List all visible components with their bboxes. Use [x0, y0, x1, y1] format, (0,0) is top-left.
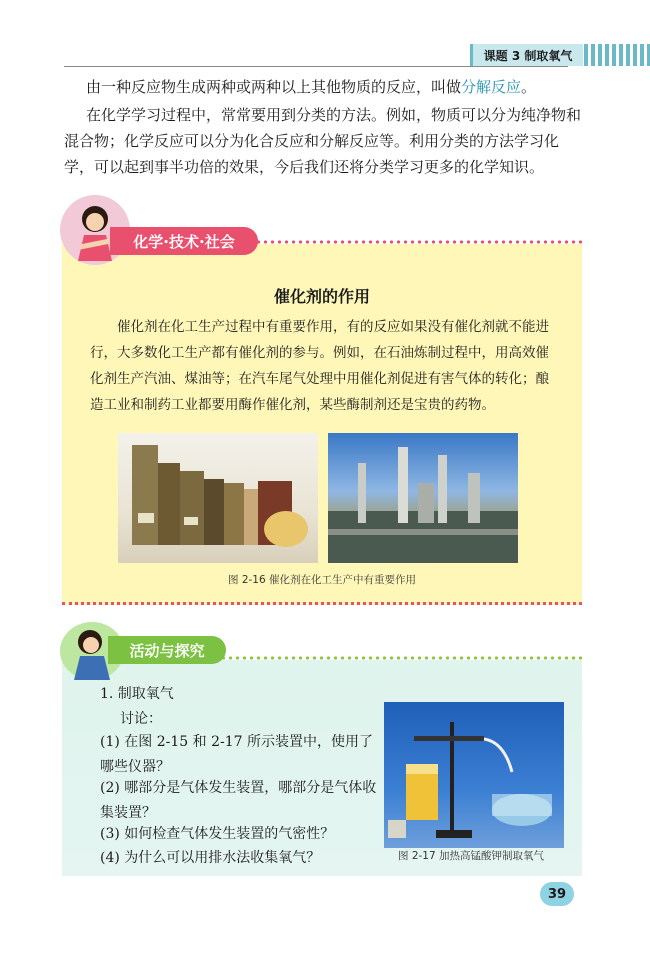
definition-end: 。 — [521, 78, 537, 96]
definition-text: 由一种反应物生成两种或两种以上其他物质的反应，叫做 — [86, 78, 462, 96]
page-number: 39 — [540, 882, 574, 906]
activity-heading: 1. 制取氧气 — [100, 686, 174, 702]
decomposition-reaction-term: 分解反应 — [461, 78, 522, 96]
classification-paragraph: 在化学学习过程中，常常要用到分类的方法。例如，物质可以分为纯净物和混合物；化学反应可以分为化合反应和分解反应等。利用分类的方法学习化学，可以起到事半功倍的效果，今后我们还将分类学习更多的化学知识。 — [64, 106, 582, 176]
chapter-header: 课题 3 制取氧气 — [470, 44, 583, 66]
catalyst-text: 催化剂在化工生产过程中有重要作用，有的反应如果没有催化剂就不能进行，大多数化工生产都有催化剂的参与。例如，在石油炼制过程中，用高效催化剂生产汽油、煤油等；在汽车尾气处理中用催化剂促进有害气体的转化；酿造工业和制药工业都要用酶作催化剂，某些酶制剂还是宝贵的药物。 — [90, 319, 549, 413]
header-rule — [64, 66, 568, 67]
section-banner-chemistry-technology-society: 化学·技术·社会 — [110, 227, 258, 255]
figure-2-17-caption: 图 2-17 加热高锰酸钾制取氧气 — [398, 850, 545, 862]
catalyst-title: 催化剂的作用 — [273, 287, 370, 306]
question-1: (1) 在图 2-15 和 2-17 所示装置中，使用了哪些仪器？ — [100, 734, 373, 775]
header-stripes — [584, 44, 650, 66]
pink-dotted-rule — [255, 240, 585, 244]
green-dotted-rule — [220, 656, 582, 660]
definition-paragraph — [64, 74, 584, 100]
question-2: (2) 哪部分是气体发生装置，哪部分是气体收集装置？ — [100, 780, 377, 821]
question-3: (3) 如何检查气体发生装置的气密性？ — [100, 826, 335, 842]
question-4: (4) 为什么可以用排水法收集氧气？ — [100, 850, 321, 866]
oxygen-apparatus-photo — [384, 702, 564, 848]
figure-2-16-caption: 图 2-16 催化剂在化工生产中有重要作用 — [227, 574, 416, 586]
discussion-label: 讨论： — [120, 711, 162, 727]
section-banner-activity-exploration: 活动与探究 — [108, 636, 226, 664]
refinery-photo — [328, 433, 518, 563]
catalyst-bottles-photo — [118, 433, 318, 563]
